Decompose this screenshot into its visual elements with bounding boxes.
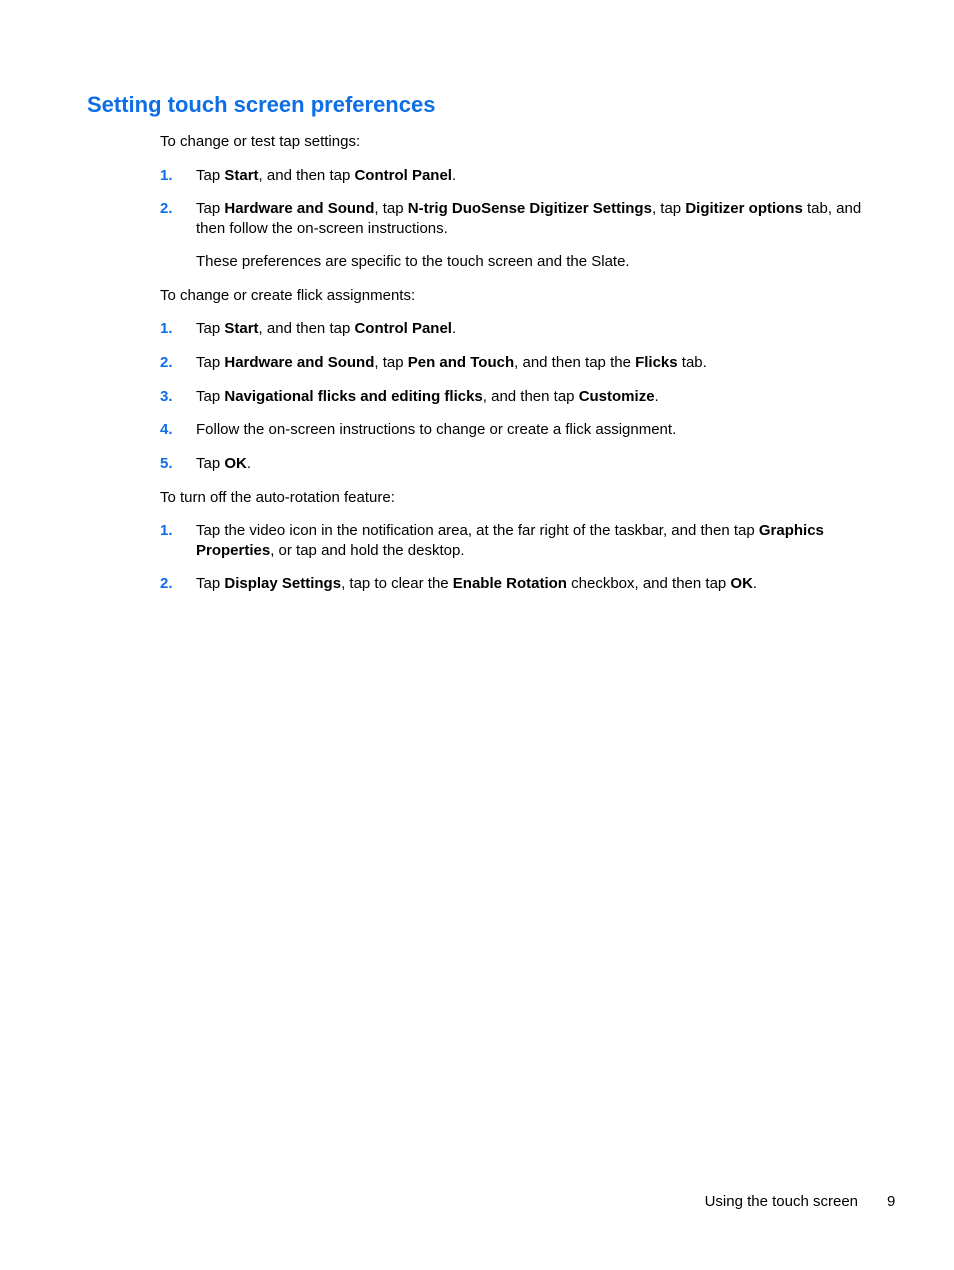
ui-term: Pen and Touch bbox=[407, 354, 515, 371]
step-number: 2. bbox=[160, 575, 173, 592]
step-number: 1. bbox=[160, 522, 173, 539]
step-text-run: , and then tap the bbox=[514, 354, 636, 371]
ui-term: Display Settings bbox=[224, 575, 342, 592]
step-text-run: Tap bbox=[196, 320, 225, 337]
step-item bbox=[160, 319, 890, 339]
section-intro: To turn off the auto-rotation feature: bbox=[160, 489, 395, 506]
ui-term: Digitizer options bbox=[685, 200, 803, 217]
step-text-run: , or tap and hold the desktop. bbox=[270, 542, 465, 559]
step-text bbox=[196, 420, 886, 440]
step-text-run: , and then tap bbox=[258, 167, 355, 184]
step-text-run: Tap bbox=[196, 575, 225, 592]
step-text-run: Tap bbox=[196, 354, 225, 371]
ui-term: Control Panel bbox=[354, 167, 452, 184]
step-text-run: , and then tap bbox=[482, 388, 579, 405]
step-item bbox=[160, 387, 890, 407]
step-text bbox=[196, 166, 886, 186]
step-text-run: . bbox=[451, 320, 457, 337]
ui-term: Hardware and Sound bbox=[224, 354, 375, 371]
section-intro: To change or test tap settings: bbox=[160, 133, 361, 150]
step-text-run: . bbox=[246, 455, 252, 472]
step-text bbox=[196, 387, 886, 407]
step-text-run: . bbox=[752, 575, 758, 592]
step-number: 1. bbox=[160, 167, 173, 184]
footer-page-number: 9 bbox=[887, 1193, 896, 1210]
step-text-run: checkbox, and then tap bbox=[566, 575, 731, 592]
ui-term: Start bbox=[224, 320, 259, 337]
ui-term: Hardware and Sound bbox=[224, 200, 375, 217]
step-text-run: . bbox=[654, 388, 659, 405]
step-item bbox=[160, 199, 890, 239]
step-text-run: , and then tap bbox=[258, 320, 355, 337]
step-text-run: Tap bbox=[196, 200, 225, 217]
step-text-run: Tap bbox=[196, 167, 225, 184]
ui-term: Start bbox=[224, 167, 259, 184]
ui-term: OK bbox=[224, 455, 247, 472]
ui-term: OK bbox=[730, 575, 753, 592]
ui-term: Enable Rotation bbox=[452, 575, 567, 592]
ui-term: Flicks bbox=[635, 354, 678, 371]
step-text bbox=[196, 521, 886, 561]
page-footer bbox=[0, 1192, 954, 1212]
step-text-run: tab, and then follow the on-screen instructions. bbox=[196, 200, 862, 237]
ui-term: Graphics Properties bbox=[196, 522, 824, 559]
step-item bbox=[160, 454, 890, 474]
step-item bbox=[160, 574, 890, 594]
page-title: Setting touch screen preferences bbox=[87, 92, 436, 117]
step-text bbox=[196, 454, 886, 474]
step-text bbox=[196, 353, 886, 373]
ui-term: Control Panel bbox=[354, 320, 452, 337]
ui-term: N-trig DuoSense Digitizer Settings bbox=[407, 200, 652, 217]
step-text-run: Tap bbox=[196, 388, 225, 405]
step-number: 4. bbox=[160, 421, 173, 438]
ui-term: Customize bbox=[578, 388, 655, 405]
step-number: 2. bbox=[160, 354, 173, 371]
step-text-run: Tap bbox=[196, 455, 225, 472]
step-text-run: . bbox=[451, 167, 457, 184]
step-text-run: Tap the video icon in the notification area, at the far right of the taskbar, and then tap bbox=[196, 522, 759, 539]
step-item bbox=[160, 166, 890, 186]
step-number: 2. bbox=[160, 200, 173, 217]
step-text-run: tab. bbox=[677, 354, 707, 371]
footer-section-title: Using the touch screen bbox=[704, 1193, 858, 1210]
step-number: 3. bbox=[160, 388, 173, 405]
step-text bbox=[196, 319, 886, 339]
step-number: 1. bbox=[160, 320, 173, 337]
step-note: These preferences are specific to the touch screen and the Slate. bbox=[196, 253, 630, 270]
ui-term: Navigational flicks and editing flicks bbox=[224, 388, 483, 405]
step-text bbox=[196, 574, 886, 594]
step-item bbox=[160, 353, 890, 373]
step-item bbox=[160, 521, 890, 561]
step-text-run: , tap bbox=[374, 354, 408, 371]
step-text bbox=[196, 199, 886, 239]
step-number: 5. bbox=[160, 455, 173, 472]
step-text-run: , tap bbox=[374, 200, 408, 217]
step-item bbox=[160, 420, 890, 440]
section-intro: To change or create flick assignments: bbox=[160, 287, 416, 304]
step-text-run: , tap to clear the bbox=[341, 575, 453, 592]
step-text-run: Follow the on-screen instructions to change or create a flick assignment. bbox=[196, 421, 677, 438]
step-text-run: , tap bbox=[651, 200, 686, 217]
